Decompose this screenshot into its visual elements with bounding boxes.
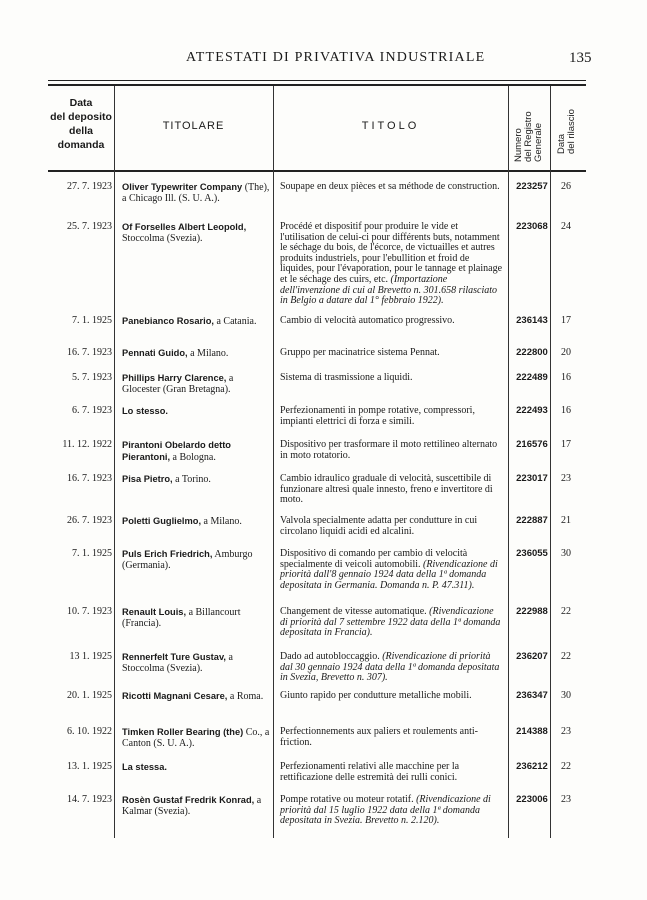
title-cell xyxy=(280,316,502,327)
title-cell xyxy=(280,607,502,639)
title-cell xyxy=(280,795,502,827)
deposit-date: 16. 7. 1923 xyxy=(67,347,112,358)
owner-cell xyxy=(122,406,272,418)
owner-cell xyxy=(122,652,272,674)
owner-cell xyxy=(122,348,272,360)
owner-cell xyxy=(122,727,272,749)
release-date: 30 xyxy=(561,690,571,701)
release-date: 16 xyxy=(561,372,571,383)
patent-title: Pompe rotative ou moteur rotatif. xyxy=(280,794,417,805)
patent-title: Dado ad autobloccaggio. xyxy=(280,651,383,662)
owner-name: Pennati Guido, xyxy=(122,348,188,358)
register-number: 222800 xyxy=(516,347,548,358)
owner-name: Ricotti Magnani Cesare, xyxy=(122,691,228,701)
deposit-date: 11. 12. 1922 xyxy=(62,439,112,450)
owner-name: Panebianco Rosario, xyxy=(122,316,214,326)
patent-title: Dispositivo per trasformare il moto rettilineo alternato in moto rotatorio. xyxy=(280,439,498,461)
owner-cell xyxy=(122,549,272,571)
register-number: 223257 xyxy=(516,181,548,192)
patent-title: Changement de vitesse automatique. xyxy=(280,606,430,617)
owner-details: a Milano. xyxy=(201,516,242,527)
owner-name: Rennerfelt Ture Gustav, xyxy=(122,652,227,662)
owner-details: Stoccolma (Svezia). xyxy=(122,232,203,244)
title-cell xyxy=(280,474,502,506)
deposit-date: 16. 7. 1923 xyxy=(67,473,112,484)
patent-title: Giunto rapido per condutture metalliche mobili. xyxy=(280,690,472,701)
owner-cell xyxy=(122,440,272,463)
patent-title: Cambio di velocità automatico progressivo. xyxy=(280,315,455,326)
deposit-date: 7. 1. 1925 xyxy=(72,315,112,326)
deposit-date: 5. 7. 1923 xyxy=(72,372,112,383)
release-date: 22 xyxy=(561,651,571,662)
owner-name: Renault Louis, xyxy=(122,607,187,617)
owner-cell xyxy=(122,474,272,486)
release-date: 23 xyxy=(561,473,571,484)
owner-cell xyxy=(122,316,272,328)
title-cell xyxy=(280,182,502,193)
top-rule xyxy=(48,80,586,81)
deposit-date: 6. 10. 1922 xyxy=(67,726,112,737)
owner-name: Timken Roller Bearing (the) xyxy=(122,727,244,737)
deposit-date: 20. 1. 1925 xyxy=(67,690,112,701)
owner-name: Rosèn Gustaf Fredrik Konrad, xyxy=(122,795,255,805)
owner-name: Oliver Typewriter Company xyxy=(122,182,243,192)
deposit-date: 13 1. 1925 xyxy=(69,651,112,662)
release-date: 22 xyxy=(561,761,571,772)
owner-details: a Torino. xyxy=(172,474,211,485)
column-divider xyxy=(114,86,115,838)
owner-name: Phillips Harry Clarence, xyxy=(122,373,227,383)
title-cell xyxy=(280,691,502,702)
column-divider xyxy=(273,86,274,838)
deposit-date: 26. 7. 1923 xyxy=(67,515,112,526)
page-title: ATTESTATI DI PRIVATIVA INDUSTRIALE xyxy=(186,50,486,65)
owner-cell xyxy=(122,607,272,629)
patent-note: (Rivendicazione di priorità dal 15 luglio 1922 data della 1ª domanda depositata in Svezia. Brevetto n. 2.120). xyxy=(280,794,491,827)
release-date: 24 xyxy=(561,221,571,232)
deposit-date: 6. 7. 1923 xyxy=(72,405,112,416)
register-number: 222493 xyxy=(516,405,548,416)
column-divider xyxy=(508,86,509,838)
top-double-rule xyxy=(48,84,586,86)
owner-details: a Kalmar (Svezia). xyxy=(122,795,262,817)
release-date: 17 xyxy=(561,439,571,450)
patent-title: Perfezionamenti relativi alle macchine per la rettificazione delle estremità dei rulli conici. xyxy=(280,761,460,783)
column-header-rilascio: Data del rilascio xyxy=(556,109,577,154)
patent-title: Perfezionamenti in pompe rotative, compressori, impianti elettrici di forza e simili. xyxy=(280,405,475,427)
owner-details: a Milano. xyxy=(187,348,229,359)
owner-cell xyxy=(122,691,272,703)
owner-details: a Roma. xyxy=(227,691,264,702)
register-number: 236143 xyxy=(516,315,548,326)
title-cell xyxy=(280,652,502,684)
header-rule xyxy=(48,170,586,172)
register-number: 214388 xyxy=(516,726,548,737)
title-cell xyxy=(280,348,502,359)
owner-details: a Catania. xyxy=(213,316,257,327)
patent-note: (Rivendicazione di priorità dal 30 gennaio 1924 data della 1ª domanda depositata in Svezia, Brevetto n. 307). xyxy=(280,651,500,684)
column-header-titolo: TITOLO xyxy=(361,120,420,132)
title-cell xyxy=(280,373,502,384)
patent-title: Cambio idraulico graduale di velocità, suscettibile di funzionare altresì quale innesto, freno e invertitore di moto. xyxy=(280,473,493,506)
owner-details: a Stoccolma (Svezia). xyxy=(122,652,233,674)
patent-title: Sistema di trasmissione a liquidi. xyxy=(280,372,413,383)
owner-name: Puls Erich Friedrich, xyxy=(122,549,213,559)
register-number: 216576 xyxy=(516,439,548,450)
register-number: 236055 xyxy=(516,548,548,559)
column-header-titolare: TITOLARE xyxy=(162,120,225,132)
column-header-date: Data del deposito della domanda xyxy=(50,97,112,151)
patent-note: (Rivendicazione di priorità dall'8 gennaio 1924 data della 1ª domanda depositata in Germania. Domanda n. P. 47.311). xyxy=(280,558,498,591)
patent-title: Valvola specialmente adatta per condutture in cui circolano liquidi acidi ed alcalini. xyxy=(280,515,478,537)
deposit-date: 10. 7. 1923 xyxy=(67,606,112,617)
owner-cell xyxy=(122,516,272,528)
release-date: 21 xyxy=(561,515,571,526)
release-date: 17 xyxy=(561,315,571,326)
deposit-date: 13. 1. 1925 xyxy=(67,761,112,772)
register-number: 223017 xyxy=(516,473,548,484)
release-date: 16 xyxy=(561,405,571,416)
patent-note: (Rivendicazione di priorità dal 7 settembre 1922 data della 1ª domanda depositata in Francia). xyxy=(280,606,501,639)
page-number: 135 xyxy=(569,50,592,66)
register-number: 223068 xyxy=(516,221,548,232)
owner-name: La stessa. xyxy=(122,762,167,772)
register-number: 236347 xyxy=(516,690,548,701)
register-number: 236207 xyxy=(516,651,548,662)
title-cell xyxy=(280,762,502,783)
owner-details: Co., a Canton (S. U. A.). xyxy=(122,727,270,749)
title-cell xyxy=(280,549,502,591)
deposit-date: 27. 7. 1923 xyxy=(67,181,112,192)
owner-cell xyxy=(122,373,272,395)
owner-cell xyxy=(122,222,272,244)
release-date: 23 xyxy=(561,794,571,805)
owner-name: Poletti Guglielmo, xyxy=(122,516,202,526)
owner-details: Amburgo (Germania). xyxy=(122,549,253,571)
column-header-numero: Numero del Registro Generale xyxy=(513,111,544,162)
release-date: 20 xyxy=(561,347,571,358)
deposit-date: 14. 7. 1923 xyxy=(67,794,112,805)
patent-title: Procédé et dispositif pour produire le vide et l'utilisation de celui-ci pour différents buts, notamment le séchage du bois, de l'écorce, de victuailles et autres produits industriels, pour l'ebullition et froid de liquides, pour l'évaporation, pour le tannage et plainage et le séchage des cuirs, etc. xyxy=(280,221,503,285)
owner-details: a Bologna. xyxy=(170,451,216,463)
owner-cell xyxy=(122,182,272,204)
register-number: 222887 xyxy=(516,515,548,526)
owner-name: Pirantoni Obelardo detto Pierantoni, xyxy=(122,440,231,462)
patent-title: Dispositivo di comando per cambio di velocità specialmente di veicoli automobili. xyxy=(280,548,468,570)
title-cell xyxy=(280,222,502,307)
release-date: 26 xyxy=(561,181,571,192)
owner-details: (The), a Chicago Ill. (S. U. A.). xyxy=(122,182,270,204)
deposit-date: 25. 7. 1923 xyxy=(67,221,112,232)
owner-name: Lo stesso. xyxy=(122,406,168,416)
owner-cell xyxy=(122,795,272,817)
deposit-date: 7. 1. 1925 xyxy=(72,548,112,559)
patent-title: Gruppo per macinatrice sistema Pennat. xyxy=(280,347,440,358)
patent-note: (Importazione dell'invenzione di cui al Brevetto n. 301.658 rilasciato in Belgio a datare dal 1° febbraio 1922). xyxy=(280,273,498,307)
register-number: 222489 xyxy=(516,372,548,383)
owner-details: a Billancourt (Francia). xyxy=(122,607,241,629)
release-date: 23 xyxy=(561,726,571,737)
patent-title: Soupape en deux pièces et sa méthode de construction. xyxy=(280,181,500,192)
register-number: 222988 xyxy=(516,606,548,617)
title-cell xyxy=(280,727,502,748)
column-divider xyxy=(550,86,551,838)
release-date: 30 xyxy=(561,548,571,559)
title-cell xyxy=(280,516,502,537)
title-cell xyxy=(280,406,502,427)
patent-title: Perfectionnements aux paliers et roulements anti-friction. xyxy=(280,726,478,748)
release-date: 22 xyxy=(561,606,571,617)
register-number: 223006 xyxy=(516,794,548,805)
owner-name: Pisa Pietro, xyxy=(122,474,173,484)
owner-name: Of Forselles Albert Leopold, xyxy=(122,222,247,232)
title-cell xyxy=(280,440,502,461)
owner-details: a Glocester (Gran Bretagna). xyxy=(122,373,234,395)
register-number: 236212 xyxy=(516,761,548,772)
owner-cell xyxy=(122,762,272,774)
